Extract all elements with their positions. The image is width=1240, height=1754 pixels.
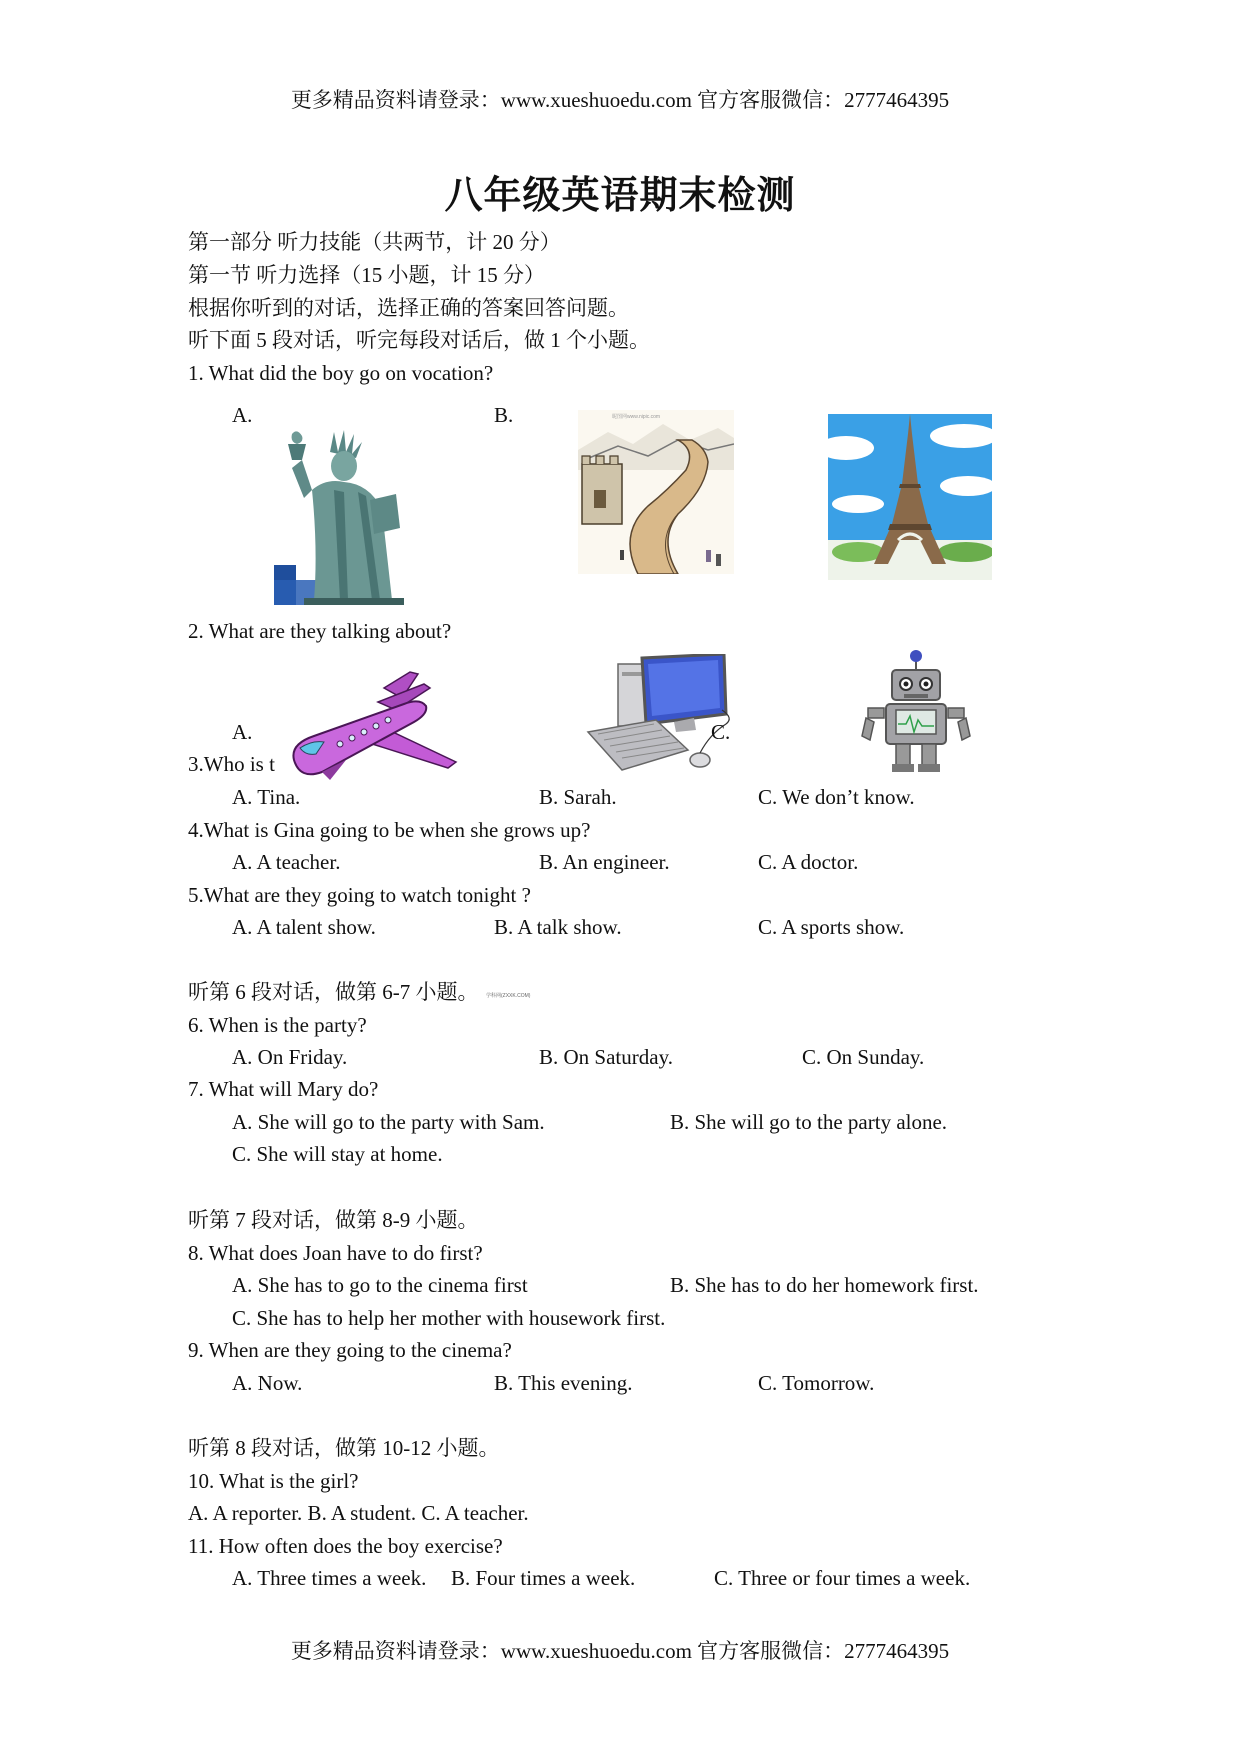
- page-header: 更多精品资料请登录：www.xueshuoedu.com 官方客服微信：2777464395: [290, 88, 950, 112]
- q1-option-b-label: B.: [494, 403, 514, 427]
- q3-option-b: B. Sarah.: [539, 785, 617, 809]
- great-wall-picture: [578, 410, 734, 574]
- q7-option-c: C. She will stay at home.: [232, 1142, 443, 1166]
- q1-option-a-label: A.: [232, 403, 253, 427]
- robot-picture: [860, 648, 972, 776]
- question-5: 5.What are they going to watch tonight ?: [188, 883, 531, 907]
- intro-section-one: 第一节 听力选择（15 小题，计 15 分）: [188, 263, 545, 287]
- great-wall-watermark: 昵图网www.nipic.com: [612, 414, 661, 420]
- question-7: 7. What will Mary do?: [188, 1077, 379, 1101]
- question-10: 10. What is the girl?: [188, 1469, 359, 1493]
- q11-option-b: B. Four times a week.: [451, 1566, 636, 1590]
- q6-option-a: A. On Friday.: [232, 1045, 348, 1069]
- question-8: 8. What does Joan have to do first?: [188, 1241, 483, 1265]
- question-11: 11. How often does the boy exercise?: [188, 1534, 503, 1558]
- q5-option-c: C. A sports show.: [758, 915, 905, 939]
- q2-option-a-label: A.: [232, 720, 253, 744]
- q7-option-a: A. She will go to the party with Sam.: [232, 1110, 545, 1134]
- q4-option-a: A. A teacher.: [232, 850, 341, 874]
- airplane-picture: [286, 668, 474, 780]
- q11-option-c: C. Three or four times a week.: [714, 1566, 971, 1590]
- q3-option-a: A. Tina.: [232, 785, 301, 809]
- page-title: 八年级英语期末检测: [444, 172, 796, 217]
- q8-option-b: B. She has to do her homework first.: [670, 1273, 979, 1297]
- tiny-watermark: 学科网(ZXXK.COM): [486, 993, 531, 999]
- q6-option-b: B. On Saturday.: [539, 1045, 673, 1069]
- q6-option-c: C. On Sunday.: [802, 1045, 925, 1069]
- intro-instruction: 根据你听到的对话，选择正确的答案回答问题。: [188, 296, 629, 320]
- q2-option-c-label: C.: [711, 720, 731, 744]
- question-6: 6. When is the party?: [188, 1013, 367, 1037]
- q11-option-a: A. Three times a week.: [232, 1566, 427, 1590]
- q4-option-b: B. An engineer.: [539, 850, 670, 874]
- q8-option-c: C. She has to help her mother with housework first.: [232, 1306, 666, 1330]
- q5-option-a: A. A talent show.: [232, 915, 376, 939]
- eiffel-tower-picture: [828, 414, 992, 580]
- q9-option-c: C. Tomorrow.: [758, 1371, 875, 1395]
- q10-options: A. A reporter. B. A student. C. A teacher.: [188, 1501, 529, 1525]
- computer-picture: [584, 654, 734, 776]
- q8-option-a: A. She has to go to the cinema first: [232, 1273, 528, 1297]
- q7-option-b: B. She will go to the party alone.: [670, 1110, 948, 1134]
- section-dialogue-6: 听第 6 段对话，做第 6-7 小题。: [188, 980, 479, 1004]
- question-2: 2. What are they talking about?: [188, 619, 452, 643]
- intro-part-one: 第一部分 听力技能（共两节，计 20 分）: [188, 230, 561, 254]
- q4-option-c: C. A doctor.: [758, 850, 859, 874]
- section-dialogue-7: 听第 7 段对话，做第 8-9 小题。: [188, 1208, 479, 1232]
- page-footer: 更多精品资料请登录：www.xueshuoedu.com 官方客服微信：2777464395: [290, 1639, 950, 1663]
- question-1: 1. What did the boy go on vocation?: [188, 361, 494, 385]
- question-3: 3.Who is t: [188, 752, 275, 776]
- q9-option-a: A. Now.: [232, 1371, 303, 1395]
- intro-listen-five: 听下面 5 段对话，听完每段对话后，做 1 个小题。: [188, 328, 650, 352]
- statue-of-liberty-picture: [274, 430, 420, 605]
- question-9: 9. When are they going to the cinema?: [188, 1338, 512, 1362]
- section-dialogue-8: 听第 8 段对话，做第 10-12 小题。: [188, 1436, 500, 1460]
- q3-option-c: C. We don’t know.: [758, 785, 915, 809]
- question-4: 4.What is Gina going to be when she grows up?: [188, 818, 591, 842]
- q5-option-b: B. A talk show.: [494, 915, 622, 939]
- q9-option-b: B. This evening.: [494, 1371, 633, 1395]
